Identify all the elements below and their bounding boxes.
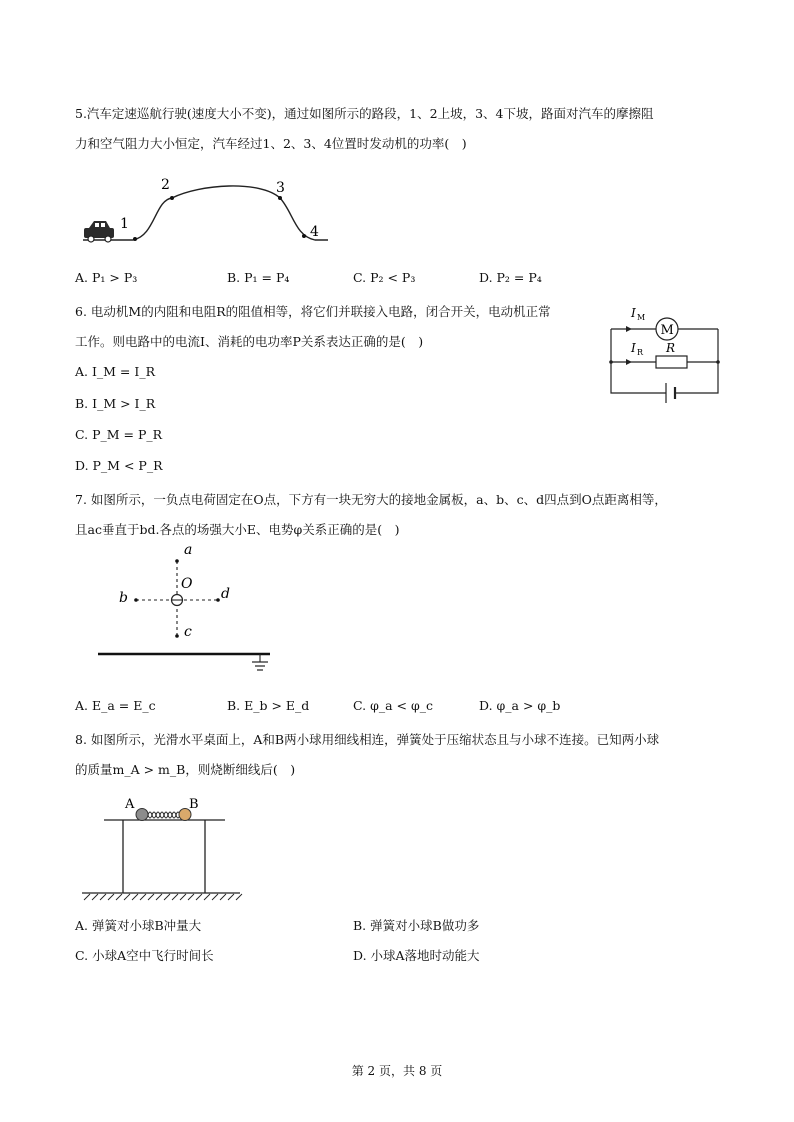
current-label-im-sub: M [637,313,646,322]
q7-stem-line2: 且ac垂直于bd.各点的场强大小E、电势φ关系正确的是( ) [75,522,400,537]
current-label-ir-sub: R [637,348,644,357]
q6-option-c[interactable]: C. P_M = P_R [75,427,163,442]
current-arrow-motor [626,326,632,332]
label-a: a [184,542,193,558]
car-icon [84,221,114,242]
resistor-symbol [656,356,687,368]
q5-option-a[interactable]: A. P₁ > P₃ [75,270,138,285]
current-label-im: I [631,306,636,320]
page-footer: 第 2 页，共 8 页 [351,1064,443,1078]
q5-stem-line2: 力和空气阻力大小恒定，汽车经过1、2、3、4位置时发动机的功率( ) [75,136,467,151]
label-o: O [181,576,193,592]
current-arrow-resistor [626,359,632,365]
label-1: 1 [120,216,129,232]
label-ball-b: B [189,797,199,812]
q5-option-b[interactable]: B. P₁ = P₄ [227,270,290,285]
q6-option-d[interactable]: D. P_M < P_R [75,458,163,473]
point-a [175,559,179,563]
label-2: 2 [161,177,170,193]
q5-stem-line1: 5.汽车定速巡航行驶(速度大小不变)，通过如图所示的路段，1、2上坡，3、4下坡，路面对汽车的摩擦阻 [75,106,654,121]
q7-option-c[interactable]: C. φ_a < φ_c [353,698,433,713]
q5-option-d[interactable]: D. P₂ = P₄ [479,270,542,285]
q8-stem-line2: 的质量m_A > m_B，则烧断细线后( ) [75,762,296,777]
q6-stem-line2: 工作。则电路中的电流I、消耗的电功率P关系表达正确的是( ) [75,334,424,349]
current-label-ir: I [631,341,636,355]
point-b [134,598,138,602]
label-d: d [221,586,230,602]
point-c [175,634,179,638]
q5-option-c[interactable]: C. P₂ < P₃ [353,270,416,285]
q7-option-d[interactable]: D. φ_a > φ_b [479,698,561,713]
q8-option-b[interactable]: B. 弹簧对小球B做功多 [353,918,480,933]
point-4 [302,234,306,238]
ground-icon [252,654,268,670]
q8-table-figure [80,790,250,905]
label-c: c [184,624,192,640]
q7-stem-line1: 7. 如图所示，一负点电荷固定在O点，下方有一块无穷大的接地金属板，a、b、c、d四点到O点距离相等， [75,492,667,507]
label-3: 3 [276,180,285,196]
label-ball-a: A [125,797,135,812]
q8-option-c[interactable]: C. 小球A空中飞行时间长 [75,948,214,963]
q6-circuit-figure [605,298,725,414]
point-2 [170,196,174,200]
q7-charge-figure [90,540,280,690]
q8-option-d[interactable]: D. 小球A落地时动能大 [353,948,480,963]
ball-a [136,809,148,821]
motor-label: M [660,323,674,338]
resistor-label: R [666,341,676,355]
q8-option-a[interactable]: A. 弹簧对小球B冲量大 [75,918,202,933]
label-b: b [119,590,128,606]
q6-option-b[interactable]: B. I_M > I_R [75,396,156,411]
point-d [216,598,220,602]
point-3 [278,196,282,200]
point-1 [133,237,137,241]
q6-stem-line1: 6. 电动机M的内阻和电阻R的阻值相等，将它们并联接入电路，闭合开关，电动机正常 [75,304,551,319]
q7-option-b[interactable]: B. E_b > E_d [227,698,310,713]
label-4: 4 [310,224,319,240]
q8-stem-line1: 8. 如图所示，光滑水平桌面上，A和B两小球用细线相连，弹簧处于压缩状态且与小球不连接。已知两小球 [75,732,660,747]
q6-option-a[interactable]: A. I_M = I_R [75,364,155,379]
q7-option-a[interactable]: A. E_a = E_c [75,698,156,713]
q5-road-figure [75,172,345,252]
